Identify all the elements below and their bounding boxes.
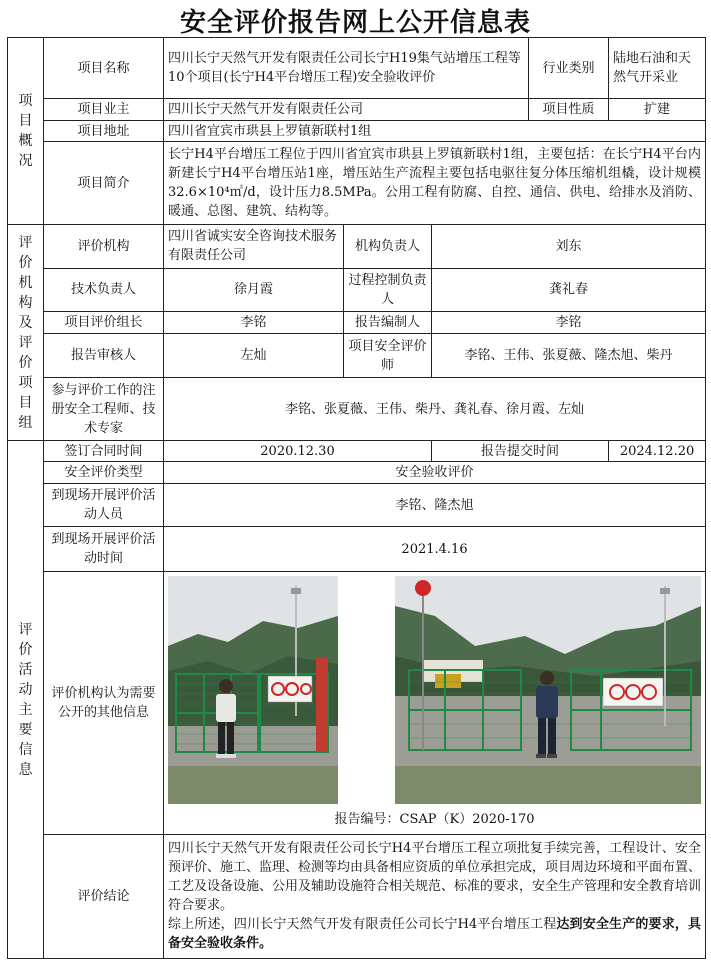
info-table bbox=[7, 37, 706, 959]
staff-label: 到现场开展评价活动人员 bbox=[44, 483, 164, 526]
conclusion-value bbox=[164, 834, 706, 958]
site-photo-1 bbox=[168, 576, 338, 804]
site-photo-1-image bbox=[168, 576, 338, 804]
section-activity-char: 要 bbox=[18, 721, 33, 738]
writer-value: 李铭 bbox=[432, 312, 706, 334]
conclusion-label: 评价结论 bbox=[44, 834, 164, 958]
section-org-char: 构 bbox=[18, 294, 33, 311]
section-overview-char: 目 bbox=[18, 113, 33, 130]
type-label: 安全评价类型 bbox=[44, 462, 164, 484]
section-org-char: 机 bbox=[18, 274, 33, 291]
conclusion-text-2: 综上所述，四川长宁天然气开发有限责任公司长宁H4平台增压工程 bbox=[168, 917, 557, 933]
participants-label: 参与评价工作的注册安全工程师、技术专家 bbox=[44, 378, 164, 441]
nature-label: 项目性质 bbox=[529, 99, 609, 121]
section-activity-char: 价 bbox=[18, 641, 33, 658]
nature-value: 扩建 bbox=[609, 99, 706, 121]
evaluators-value: 李铭、王伟、张夏薇、隆杰旭、柴丹 bbox=[432, 333, 706, 377]
site-photo-2 bbox=[395, 576, 701, 804]
project-name-label: 项目名称 bbox=[44, 38, 164, 99]
participants-value: 李铭、张夏薇、王伟、柴丹、龚礼春、徐月霞、左灿 bbox=[164, 378, 706, 441]
page-title: 安全评价报告网上公开信息表 bbox=[179, 8, 531, 38]
tech-label: 技术负责人 bbox=[44, 268, 164, 311]
intro-label: 项目简介 bbox=[44, 142, 164, 225]
agency-value: 四川省诚实安全咨询技术服务有限责任公司 bbox=[164, 225, 344, 268]
section-overview-char: 项 bbox=[18, 93, 33, 110]
section-overview-char: 况 bbox=[18, 153, 33, 170]
owner-label: 项目业主 bbox=[44, 99, 164, 121]
section-activity-label bbox=[8, 441, 44, 959]
conclusion-text-2-bold: 达到安全生产的要求，具备安全验收条件。 bbox=[168, 917, 702, 952]
project-name-value: 四川长宁天然气开发有限责任公司长宁H19集气站增压工程等10个项目(长宁H4平台增压工程)安全验收评价 bbox=[164, 38, 529, 99]
time-value: 2021.4.16 bbox=[164, 527, 706, 571]
conclusion-text-1: 四川长宁天然气开发有限责任公司长宁H4平台增压工程立项批复手续完善，工程设计、安全预评价、施工、监理、检测等均由具备相应资质的单位承担完成，项目周边环境和平面布置、工艺及设备设施、公用及辅助设施符合相关规范、标准的要求，安全生产管理和安全教育培训符合要求。 bbox=[168, 841, 702, 914]
section-activity-char: 主 bbox=[18, 701, 33, 718]
section-org-char: 价 bbox=[18, 354, 33, 371]
evaluators-label: 项目安全评价师 bbox=[344, 333, 432, 377]
time-label: 到现场开展评价活动时间 bbox=[44, 527, 164, 571]
agency-label: 评价机构 bbox=[44, 225, 164, 268]
report-number: 报告编号：CSAP（K）2020-170 bbox=[334, 812, 535, 828]
address-value: 四川省宜宾市珙县上罗镇新联村1组 bbox=[164, 120, 706, 142]
section-org-char: 及 bbox=[18, 314, 33, 331]
section-activity-char: 信 bbox=[18, 741, 33, 758]
section-org-char: 评 bbox=[18, 334, 33, 351]
reviewer-label: 报告审核人 bbox=[44, 333, 164, 377]
other-info-label: 评价机构认为需要公开的其他信息 bbox=[44, 571, 164, 834]
type-value: 安全验收评价 bbox=[164, 462, 706, 484]
section-org-char: 价 bbox=[18, 254, 33, 271]
address-label: 项目地址 bbox=[44, 120, 164, 142]
section-org-char: 评 bbox=[18, 234, 33, 251]
section-org-char: 组 bbox=[18, 414, 33, 431]
section-activity-char: 动 bbox=[18, 681, 33, 698]
industry-label: 行业类别 bbox=[529, 38, 609, 99]
contract-value: 2020.12.30 bbox=[164, 441, 432, 462]
process-value: 龚礼春 bbox=[432, 268, 706, 311]
section-activity-char: 息 bbox=[18, 761, 33, 778]
section-org-label bbox=[8, 225, 44, 441]
leader-value: 李铭 bbox=[164, 312, 344, 334]
other-info-value bbox=[164, 571, 706, 834]
staff-value: 李铭、隆杰旭 bbox=[164, 483, 706, 526]
writer-label: 报告编制人 bbox=[344, 312, 432, 334]
owner-value: 四川长宁天然气开发有限责任公司 bbox=[164, 99, 529, 121]
process-label: 过程控制负责人 bbox=[344, 268, 432, 311]
section-overview-char: 概 bbox=[18, 133, 33, 150]
tech-value: 徐月霞 bbox=[164, 268, 344, 311]
submit-label: 报告提交时间 bbox=[432, 441, 609, 462]
head-value: 刘东 bbox=[432, 225, 706, 268]
contract-label: 签订合同时间 bbox=[44, 441, 164, 462]
section-activity-char: 评 bbox=[18, 621, 33, 638]
section-org-char: 目 bbox=[18, 394, 33, 411]
reviewer-value: 左灿 bbox=[164, 333, 344, 377]
submit-value: 2024.12.20 bbox=[609, 441, 706, 462]
intro-value: 长宁H4平台增压工程位于四川省宜宾市珙县上罗镇新联村1组，主要包括：在长宁H4平台内新建长宁H4平台增压站1座，增压站生产流程主要包括电驱往复分体压缩机组橇，设计规模32.6×10⁴㎥/d，设计压力8.5MPa。公用工程有防腐、自控、通信、供电、给排水及消防、暖通、总图、建筑、结构等。 bbox=[164, 142, 706, 225]
leader-label: 项目评价组长 bbox=[44, 312, 164, 334]
site-photo-2-image bbox=[395, 576, 701, 804]
section-org-char: 项 bbox=[18, 374, 33, 391]
section-activity-char: 活 bbox=[18, 661, 33, 678]
head-label: 机构负责人 bbox=[344, 225, 432, 268]
industry-value: 陆地石油和天然气开采业 bbox=[609, 38, 706, 99]
section-overview-label bbox=[8, 38, 44, 225]
